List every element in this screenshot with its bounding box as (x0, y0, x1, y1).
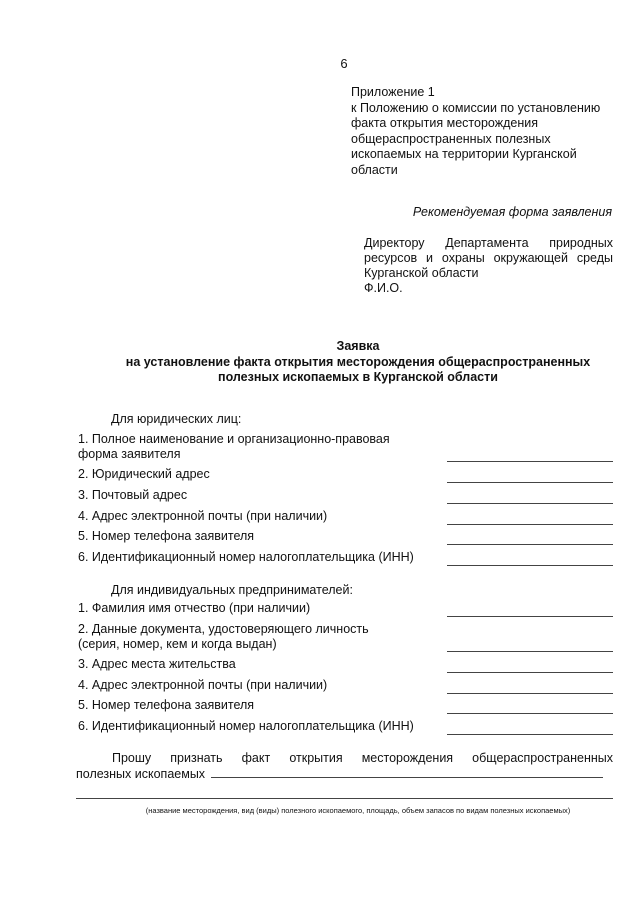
form-item-label: 2. Юридический адрес (78, 467, 210, 481)
annex-line: общераспространенных полезных (351, 131, 551, 146)
form-item-label: 1. Полное наименование и организационно-правовая (78, 432, 390, 446)
request-line: Прошу признать факт открытия месторождения общераспространенных (112, 751, 613, 765)
form-item-label: 4. Адрес электронной почты (при наличии) (78, 678, 328, 692)
fill-in-line[interactable] (447, 693, 613, 694)
form-item-label: 5. Номер телефона заявителя (78, 698, 255, 712)
annex-line: области (351, 162, 398, 177)
form-item-label: 3. Адрес места жительства (78, 657, 236, 671)
form-item-label: 5. Номер телефона заявителя (78, 529, 255, 543)
title-line: полезных ископаемых в Курганской области (218, 370, 498, 384)
form-item-label: 6. Идентификационный номер налогоплательщика (ИНН) (78, 719, 414, 733)
document-title (60, 339, 640, 386)
annex-block (351, 85, 621, 178)
addressee-line: Ф.И.О. (364, 281, 403, 295)
title-line: на установление факта открытия месторождения общераспространенных (125, 354, 591, 369)
fill-in-line[interactable] (447, 713, 613, 714)
form-item-label: (серия, номер, кем и когда выдан) (78, 637, 277, 651)
annex-line: к Положению о комиссии по установлению (351, 100, 601, 115)
form-item-label: 6. Идентификационный номер налогоплательщика (ИНН) (78, 550, 414, 564)
addressee-line: Директору Департамента природных (364, 236, 613, 250)
form-item-label: 1. Фамилия имя отчество (при наличии) (78, 601, 311, 615)
form-item-label: 2. Данные документа, удостоверяющего личность (78, 622, 369, 636)
form-item-label: 3. Почтовый адрес (78, 488, 188, 502)
request-paragraph (76, 750, 613, 782)
deposit-details-field-line[interactable] (76, 798, 613, 799)
field-caption: (название месторождения, вид (виды) полезного ископаемого, площадь, объем запасов по видам полезных ископаемых) (145, 806, 571, 815)
fill-in-line[interactable] (447, 565, 613, 566)
fill-in-line[interactable] (447, 482, 613, 483)
annex-line: Приложение 1 (351, 85, 435, 99)
section-heading-legal: Для юридических лиц: (111, 412, 242, 426)
fill-in-line[interactable] (447, 461, 613, 462)
fill-in-line[interactable] (447, 651, 613, 652)
addressee-line: Курганской области (364, 266, 479, 280)
addressee-line: ресурсов и охраны окружающей среды (364, 251, 613, 265)
deposit-name-field-line[interactable] (211, 777, 603, 778)
annex-line: факта открытия месторождения (351, 116, 538, 130)
request-line-2 (76, 766, 613, 782)
title-line: Заявка (336, 339, 380, 353)
addressee-block (364, 236, 613, 296)
form-item-label: 4. Адрес электронной почты (при наличии) (78, 509, 328, 523)
section-heading-entrepreneurs: Для индивидуальных предпринимателей: (111, 583, 353, 597)
fill-in-line[interactable] (447, 503, 613, 504)
annex-line: ископаемых на территории Курганской (351, 147, 577, 161)
recommended-form-note: Рекомендуемая форма заявления (412, 205, 612, 219)
fill-in-line[interactable] (447, 734, 613, 735)
fill-in-line[interactable] (447, 616, 613, 617)
request-line: полезных ископаемых (76, 767, 206, 781)
fill-in-line[interactable] (447, 672, 613, 673)
form-item-label: форма заявителя (78, 447, 181, 461)
page-number: 6 (340, 56, 348, 71)
fill-in-line[interactable] (447, 544, 613, 545)
fill-in-line[interactable] (447, 524, 613, 525)
